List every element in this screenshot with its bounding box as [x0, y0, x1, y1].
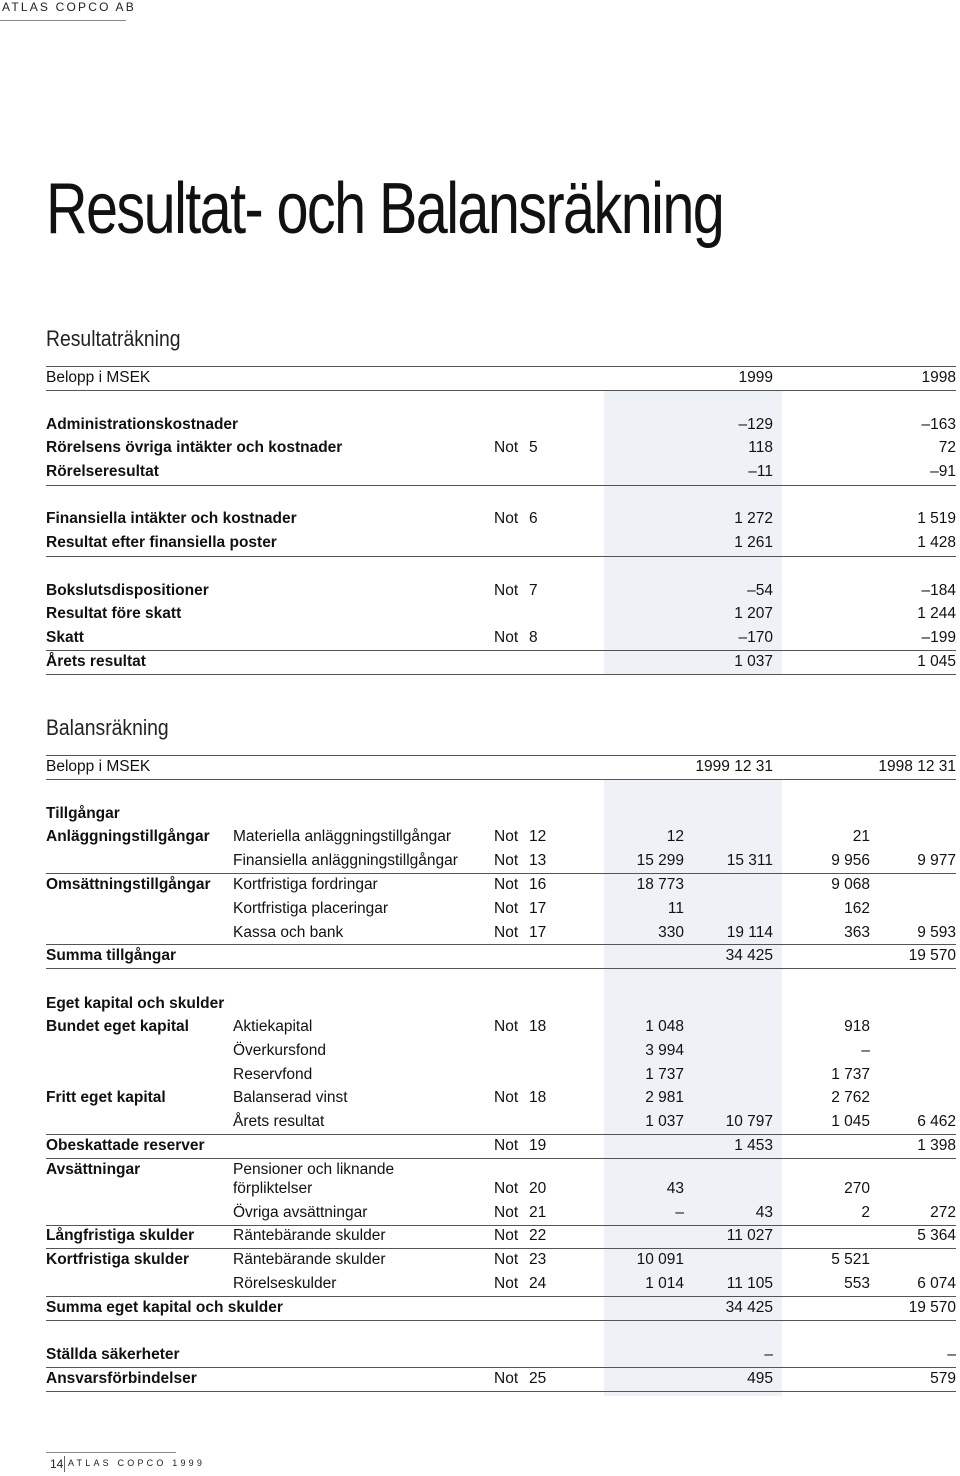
- balance-row-amount-1998: 270: [844, 1180, 870, 1197]
- balance-row-rule: [46, 1391, 956, 1392]
- balance-row-not: Not: [494, 900, 519, 917]
- brand-header: ATLAS COPCO AB: [2, 0, 136, 14]
- balance-row-note-number: 16: [529, 876, 547, 893]
- balance-row-note-number: 17: [529, 924, 547, 941]
- balance-row-item: Räntebärande skulder: [233, 1251, 386, 1268]
- balance-row-amount-1999: 330: [658, 924, 684, 941]
- footer-brand: ATLAS COPCO 1999: [68, 1458, 206, 1468]
- income-header-year1: 1999: [738, 369, 773, 386]
- balance-row-note-number: 20: [529, 1180, 547, 1197]
- balance-row-label: Ställda säkerheter: [46, 1346, 180, 1363]
- balance-row-amount-1999: 15 299: [636, 852, 684, 869]
- income-row-value-1998: 1 244: [917, 605, 956, 622]
- balance-row: [0, 1178, 960, 1200]
- balance-row-total-1999: 19 114: [726, 924, 773, 941]
- income-row-label: Rörelseresultat: [46, 463, 159, 480]
- balance-row-amount-1999: 1 014: [645, 1275, 684, 1292]
- balance-row-item: Räntebärande skulder: [233, 1227, 386, 1244]
- balance-row: [0, 1040, 960, 1062]
- balance-row-item: Årets resultat: [233, 1113, 325, 1130]
- balance-row-note-number: 25: [529, 1370, 547, 1387]
- balance-row-amount-1998: 2 762: [831, 1089, 870, 1106]
- balance-row-item: förpliktelser: [233, 1180, 313, 1197]
- income-row-value-1999: –11: [748, 463, 773, 480]
- balance-row-total-1998: –: [947, 1346, 956, 1363]
- balance-row-not: Not: [494, 1251, 519, 1268]
- balance-row-note-number: 18: [529, 1089, 547, 1106]
- income-row-value-1999: 1 272: [734, 510, 773, 527]
- income-row-label: Rörelsens övriga intäkter och kostnader: [46, 439, 343, 456]
- balance-row-amount-1999: 43: [666, 1180, 684, 1197]
- balance-row-not: Not: [494, 1227, 519, 1244]
- income-row-value-1999: –170: [738, 629, 773, 646]
- balance-row-item: Kassa och bank: [233, 924, 344, 941]
- balance-row-amount-1999: 1 737: [645, 1066, 684, 1083]
- income-row-label: Bokslutsdispositioner: [46, 582, 209, 599]
- income-title: Resultaträkning: [46, 326, 181, 351]
- income-row-label: Skatt: [46, 629, 84, 646]
- balance-row-amount-1998: 1 737: [831, 1066, 870, 1083]
- balance-row-label: Obeskattade reserver: [46, 1137, 205, 1154]
- income-row: [0, 461, 960, 483]
- balance-row-not: Not: [494, 1018, 519, 1035]
- balance-row-total-1998: 9 977: [917, 852, 956, 869]
- balance-row-amount-1999: 12: [666, 828, 684, 845]
- balance-row-item: Kortfristiga placeringar: [233, 900, 389, 917]
- income-row: [0, 651, 960, 673]
- income-row-not: Not: [494, 439, 519, 456]
- balance-row-item: Balanserad vinst: [233, 1089, 348, 1106]
- balance-row: [0, 993, 960, 1015]
- balance-row-amount-1999: –: [675, 1204, 684, 1221]
- income-row-value-1999: 1 037: [734, 653, 773, 670]
- balance-row: [0, 850, 960, 872]
- balance-row-label: Eget kapital och skulder: [46, 995, 225, 1012]
- income-row-label: Finansiella intäkter och kostnader: [46, 510, 297, 527]
- balance-row-total-1998: 19 570: [908, 1299, 956, 1316]
- income-row: [0, 508, 960, 530]
- balance-row: [0, 1064, 960, 1086]
- balance-row-rule: [46, 968, 956, 969]
- balance-row-not: Not: [494, 1137, 519, 1154]
- balance-row: [0, 922, 960, 944]
- income-row-value-1998: 1 428: [917, 534, 956, 551]
- page-number: 14: [50, 1457, 64, 1471]
- income-row: [0, 532, 960, 554]
- balance-row-label: Summa eget kapital och skulder: [46, 1299, 283, 1316]
- header-rule: [0, 20, 126, 21]
- balance-row-amount-1998: 5 521: [831, 1251, 870, 1268]
- balance-row-not: Not: [494, 924, 519, 941]
- balance-row-not: Not: [494, 1204, 519, 1221]
- balance-row-label: Ansvarsförbindelser: [46, 1370, 197, 1387]
- balance-row-amount-1998: 9 956: [831, 852, 870, 869]
- income-row-label: Administrationskostnader: [46, 416, 239, 433]
- balance-row-amount-1998: 363: [844, 924, 870, 941]
- balance-row-total-1999: 11 105: [726, 1275, 773, 1292]
- balance-row-total-1999: 1 453: [734, 1137, 773, 1154]
- income-row-not: Not: [494, 510, 519, 527]
- balance-row-amount-1998: 162: [844, 900, 870, 917]
- balance-row-item: Övriga avsättningar: [233, 1204, 368, 1221]
- balance-row-total-1999: 34 425: [725, 947, 773, 964]
- balance-row: [0, 945, 960, 967]
- balance-row-total-1998: 19 570: [908, 947, 956, 964]
- income-row-note-number: 7: [529, 582, 538, 599]
- balance-title: Balansräkning: [46, 715, 169, 740]
- income-row: [0, 414, 960, 436]
- balance-row-not: Not: [494, 1370, 519, 1387]
- balance-row-amount-1999: 10 091: [636, 1251, 684, 1268]
- balance-row-total-1998: 5 364: [917, 1227, 956, 1244]
- balance-header-label: Belopp i MSEK: [46, 758, 151, 775]
- balance-row-amount-1999: 2 981: [645, 1089, 684, 1106]
- income-row-rule: [46, 674, 956, 675]
- income-row-value-1999: 1 207: [734, 605, 773, 622]
- balance-row-label: Fritt eget kapital: [46, 1089, 166, 1106]
- income-row: [0, 627, 960, 649]
- income-header-row: [0, 367, 960, 389]
- balance-row: [0, 1273, 960, 1295]
- income-row-label: Årets resultat: [46, 653, 146, 670]
- balance-row-total-1999: 10 797: [725, 1113, 773, 1130]
- balance-row-note-number: 18: [529, 1018, 547, 1035]
- income-row-note-number: 6: [529, 510, 538, 527]
- balance-row-amount-1998: 553: [844, 1275, 870, 1292]
- balance-header-row: [0, 756, 960, 778]
- balance-row-amount-1998: 2: [861, 1204, 870, 1221]
- income-row: [0, 603, 960, 625]
- balance-row-amount-1999: 1 048: [645, 1018, 684, 1035]
- income-row-note-number: 8: [529, 629, 538, 646]
- balance-row-item: Rörelseskulder: [233, 1275, 337, 1292]
- income-row-not: Not: [494, 582, 519, 599]
- balance-row-total-1998: 6 074: [917, 1275, 956, 1292]
- income-row-label: Resultat före skatt: [46, 605, 182, 622]
- footer-divider: [64, 1456, 65, 1472]
- balance-row-item: Aktiekapital: [233, 1018, 313, 1035]
- balance-row-total-1999: 11 027: [726, 1227, 773, 1244]
- income-row-not: Not: [494, 629, 519, 646]
- income-row-note-number: 5: [529, 439, 538, 456]
- balance-row: [0, 1087, 960, 1109]
- balance-row: [0, 1249, 960, 1271]
- balance-row-amount-1998: 918: [844, 1018, 870, 1035]
- balance-row: [0, 1344, 960, 1366]
- income-row-value-1999: 118: [748, 439, 773, 456]
- balance-row-amount-1998: –: [861, 1042, 870, 1059]
- balance-row-label: Långfristiga skulder: [46, 1227, 195, 1244]
- income-row-label: Resultat efter finansiella poster: [46, 534, 277, 551]
- balance-row-note-number: 23: [529, 1251, 547, 1268]
- balance-row: [0, 1297, 960, 1319]
- income-row: [0, 437, 960, 459]
- balance-header-date2: 1998 12 31: [878, 758, 956, 775]
- income-row-value-1998: –163: [921, 416, 956, 433]
- footer-rule: [46, 1452, 176, 1453]
- balance-row: [0, 1135, 960, 1157]
- balance-row-total-1999: 15 311: [726, 852, 773, 869]
- balance-row-total-1999: –: [764, 1346, 773, 1363]
- income-row-value-1998: –91: [930, 463, 956, 480]
- balance-row: [0, 1111, 960, 1133]
- balance-row-total-1998: 272: [930, 1204, 956, 1221]
- balance-row-note-number: 13: [529, 852, 547, 869]
- balance-row-label: Kortfristiga skulder: [46, 1251, 189, 1268]
- balance-row-label: Bundet eget kapital: [46, 1018, 189, 1035]
- income-row-rule: [46, 556, 956, 557]
- income-row-value-1998: 1 519: [917, 510, 956, 527]
- balance-row-not: Not: [494, 828, 519, 845]
- balance-row-item: Reservfond: [233, 1066, 313, 1083]
- income-row-value-1999: –54: [747, 582, 773, 599]
- balance-row: [0, 1016, 960, 1038]
- income-rule-header: [46, 390, 956, 391]
- balance-row-item: Materiella anläggningstillgångar: [233, 828, 451, 845]
- balance-row-rule: [46, 1320, 956, 1321]
- balance-row-amount-1998: 9 068: [831, 876, 870, 893]
- balance-row-amount-1999: 3 994: [645, 1042, 684, 1059]
- balance-row-note-number: 22: [529, 1227, 547, 1244]
- balance-row: [0, 1225, 960, 1247]
- balance-row: [0, 874, 960, 896]
- income-row-value-1998: 72: [938, 439, 956, 456]
- balance-row-amount-1999: 11: [667, 900, 684, 917]
- balance-row-total-1998: 1 398: [917, 1137, 956, 1154]
- balance-row-amount-1998: 1 045: [831, 1113, 870, 1130]
- income-header-label: Belopp i MSEK: [46, 369, 151, 386]
- balance-row-item: Kortfristiga fordringar: [233, 876, 378, 893]
- balance-rule-header: [46, 779, 956, 780]
- balance-row-label: Avsättningar: [46, 1161, 141, 1178]
- income-row-value-1999: 1 261: [734, 534, 773, 551]
- balance-row: [0, 803, 960, 825]
- balance-row-note-number: 19: [529, 1137, 547, 1154]
- balance-row-not: Not: [494, 852, 519, 869]
- page-title: Resultat- och Balansräkning: [46, 169, 724, 249]
- balance-row-label: Tillgångar: [46, 805, 120, 822]
- balance-row-total-1999: 495: [747, 1370, 773, 1387]
- balance-row-total-1999: 34 425: [725, 1299, 773, 1316]
- income-row-value-1998: –199: [921, 629, 956, 646]
- balance-row-label: Omsättningstillgångar: [46, 876, 211, 893]
- income-row-value-1999: –129: [738, 416, 773, 433]
- income-row-value-1998: 1 045: [917, 653, 956, 670]
- balance-row-amount-1999: 1 037: [645, 1113, 684, 1130]
- balance-row-not: Not: [494, 1180, 519, 1197]
- balance-header-date1: 1999 12 31: [695, 758, 773, 775]
- balance-row-total-1998: 6 462: [917, 1113, 956, 1130]
- balance-row-item: Finansiella anläggningstillgångar: [233, 852, 458, 869]
- balance-row: [0, 1368, 960, 1390]
- balance-row-note-number: 24: [529, 1275, 547, 1292]
- balance-row: [0, 826, 960, 848]
- balance-row-note-number: 17: [529, 900, 547, 917]
- balance-row: [0, 898, 960, 920]
- balance-row-note-number: 21: [529, 1204, 547, 1221]
- balance-row-label: Summa tillgångar: [46, 947, 177, 964]
- balance-row-total-1999: 43: [755, 1204, 773, 1221]
- income-row-rule: [46, 485, 956, 486]
- income-header-year2: 1998: [921, 369, 956, 386]
- balance-row-amount-1999: 18 773: [636, 876, 684, 893]
- balance-row-item: Pensioner och liknande: [233, 1161, 395, 1178]
- balance-row-total-1998: 9 593: [917, 924, 956, 941]
- balance-row-not: Not: [494, 1275, 519, 1292]
- income-row: [0, 580, 960, 602]
- balance-row-total-1998: 579: [930, 1370, 956, 1387]
- balance-row-not: Not: [494, 876, 519, 893]
- balance-row-item: Överkursfond: [233, 1042, 327, 1059]
- balance-row-label: Anläggningstillgångar: [46, 828, 210, 845]
- balance-row-amount-1998: 21: [852, 828, 870, 845]
- balance-row-not: Not: [494, 1089, 519, 1106]
- income-row-value-1998: –184: [921, 582, 956, 599]
- balance-row: [0, 1202, 960, 1224]
- balance-row-note-number: 12: [529, 828, 547, 845]
